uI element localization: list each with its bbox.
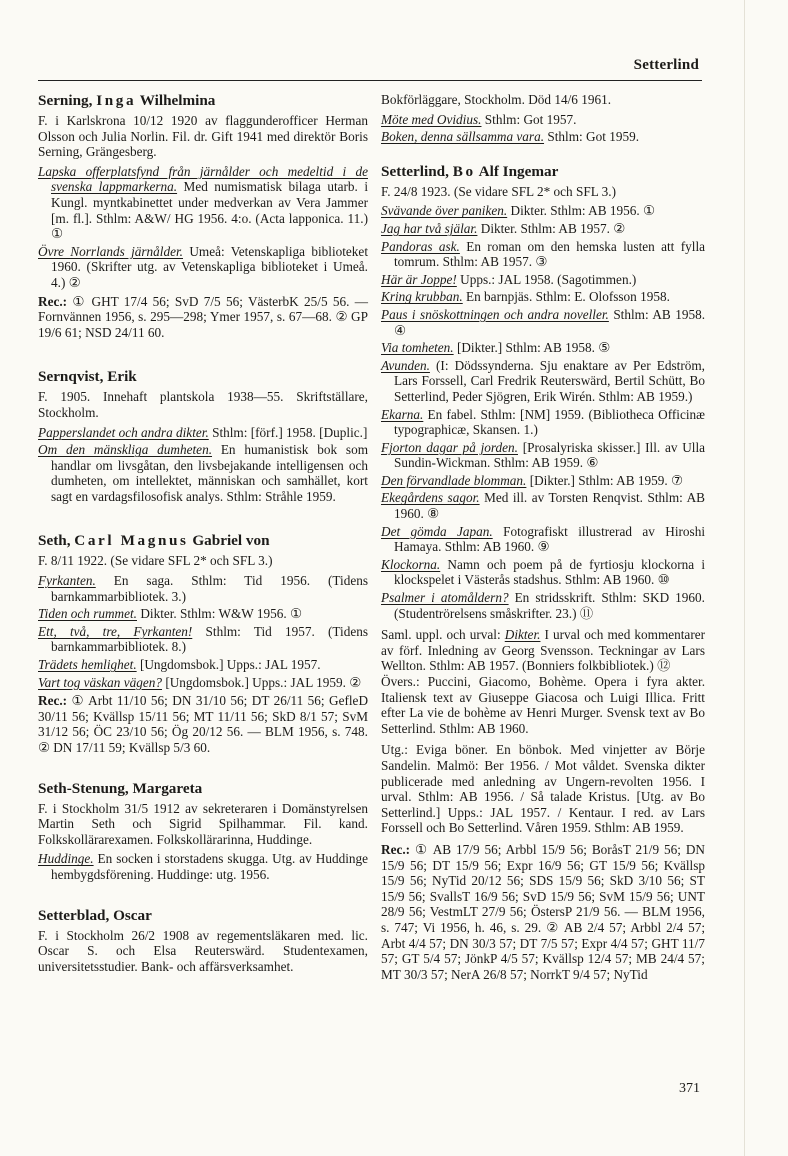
work-item: Psalmer i atomåldern? En stridsskrift. Sthlm: SKD 1960. (Studentrörelsens småskrifter. 23.) ⑪: [381, 590, 705, 621]
bio-text: F. i Karlskrona 10/12 1920 av flaggunderofficer Herman Olsson och Julia Norlin. Fil. dr. Gift 1941 med direktör Boris Serning, Grängesberg.: [38, 113, 368, 160]
entry-setterlind: [381, 163, 705, 983]
bio-text: F. i Stockholm 26/2 1908 av regementsläkaren med. lic. Oscar S. och Elsa Reuterswärd. Studentexamen, universitetsstudier. Bank- och affärsverksamhet.: [38, 927, 368, 974]
work-item: Fyrkanten. En saga. Sthlm: Tid 1956. (Tidens barnkammarbibliotek. 3.): [38, 573, 368, 604]
entry-heading: Seth-Stenung, Margareta: [38, 779, 203, 797]
reviews: Rec.: ① Arbt 11/10 56; DN 31/10 56; DT 26/11 56; GefleD 30/11 56; Kvällsp 15/11 56; MT 11/11 56; SkD 8/1 57; SvM 31/12 56; ÖC 23/10 56; Ög 20/12 56. — BLM 1956, s. 748. ② DN 17/11 59; Kvällsp 5/3 60.: [38, 693, 369, 755]
work-item: Vart tog väskan vägen? [Ungdomsbok.] Upps.: JAL 1959. ②: [38, 674, 362, 690]
bio-text: F. 8/11 1922. (Se vidare SFL 2* och SFL 3.): [38, 553, 273, 569]
left-column: [38, 92, 368, 995]
work-item: Paus i snöskottningen och andra noveller. Sthlm: AB 1958. ④: [381, 306, 706, 338]
collected-editions: Saml. uppl. och urval: Dikter. I urval och med kommentarer av förf. Inledning av Georg Svensson. Teckningar av Lars Wellton. Sthlm: AB 1957. (Bonniers folkbibliotek.) ⑫: [381, 627, 706, 674]
entry-heading: Setterlind, Bo Alf Ingemar: [381, 162, 559, 180]
work-item: Tiden och rummet. Dikter. Sthlm: W&W 1956. ①: [38, 606, 302, 622]
entry-setterblad-continued: [381, 92, 705, 145]
work-item: Klockorna. Namn och poem på de fyrtiosju klockorna i klockspelet i Västerås stadshus. Sthlm: AB 1960. ⑩: [381, 556, 705, 588]
work-item: Kring krubban. En barnpjäs. Sthlm: E. Olofsson 1958.: [381, 289, 670, 305]
work-item: Ekarna. En fabel. Sthlm: [NM] 1959. (Bibliotheca Officinæ typographicæ, Skansen. 1.): [381, 406, 706, 438]
entry-heading: Sernqvist, Erik: [38, 368, 137, 386]
work-item: Huddinge. En socken i storstadens skugga. Utg. av Huddinge hembygdsförening. Huddinge: utg. 1956.: [38, 851, 369, 882]
bio-text: F. 1905. Innehaft plantskola 1938—55. Skriftställare, Stockholm.: [38, 389, 368, 420]
bio-text: F. i Stockholm 31/5 1912 av sekreteraren i Domänstyrelsen Martin Seth och Sigrid Spilhammar. Fil. kand. Folkskollärarexamen. Folkskollärarinna, Huddinge.: [38, 800, 368, 847]
running-head: Setterlind: [633, 57, 699, 73]
entry-seth-stenung: [38, 780, 368, 883]
entry-heading: Serning, Inga Wilhelmina: [38, 92, 216, 109]
work-item: Här är Joppe! Upps.: JAL 1958. (Sagotimmen.): [381, 271, 637, 287]
work-item: Pandoras ask. En roman om den hemska lusten att fylla tomrum. Sthlm: AB 1957. ③: [381, 238, 706, 270]
bio-text: Bokförläggare, Stockholm. Död 14/6 1961.: [381, 92, 612, 107]
reviews: Rec.: ① AB 17/9 56; Arbbl 15/9 56; BoråsT 21/9 56; DN 15/9 56; DT 15/9 56; Expr 16/9 56; GT 15/9 56; Kvällsp 15/9 56; NyTid 20/12 56; SDS 15/9 56; SkD 3/10 56; ST 15/9 56; SvallsT 16/9 56; SvD 15/9 56; SvM 15/9 56; UNT 28/9 56; VestmLT 27/9 56; ÖstersP 21/9 56. — BLM 1956, s. 747; Vi 1956, h. 46, s. 29. ② AB 2/4 57; Arbbl 2/4 57; Arbt 4/4 57; DN 30/3 57; DT 7/5 57; Expr 4/4 57; GHT 11/7 57; GT 5/4 57; JönkP 4/5 57; Kvällsp 12/4 57; MB 24/4 57; MT 30/3 57; NerA 26/8 57; NorrkT 9/4 57; NyTid: [381, 841, 706, 982]
reviews: Rec.: ① GHT 17/4 56; SvD 7/5 56; VästerbK 25/5 56. — Fornvännen 1956, s. 295—298; Ymer 1957, s. 67—68. ② GP 19/6 61; NSD 24/11 60.: [38, 293, 368, 340]
work-item: Boken, denna sällsamma vara. Sthlm: Got 1959.: [381, 129, 640, 145]
entry-heading: Setterblad, Oscar: [38, 906, 152, 924]
page-edge-line: [744, 0, 745, 1156]
translations: Övers.: Puccini, Giacomo, Bohème. Opera i fyra akter. Italiensk text av Giuseppe Giacosa och Luigi Illica. Fritt efter La vie de bohème av Henri Murger. Svensk text av Bo Setterlind. Sthlm: AB 1960.: [381, 674, 705, 736]
work-item: Fjorton dagar på jorden. [Prosalyriska skisser.] Ill. av Ulla Sundin-Wickman. Sthlm: AB 1959. ⑥: [381, 439, 706, 471]
work-item: Det gömda Japan. Fotografiskt illustrerad av Hiroshi Hamaya. Sthlm: AB 1960. ⑨: [381, 523, 705, 555]
work-item: Via tomheten. [Dikter.] Sthlm: AB 1958. ⑤: [381, 340, 611, 356]
right-column: [381, 92, 705, 1003]
work-item: Ekegårdens sagor. Med ill. av Torsten Renqvist. Sthlm: AB 1960. ⑧: [381, 490, 705, 522]
work-item: Avunden. (I: Dödssynderna. Sju enaktare av Per Edström, Lars Forssell, Carl Fredrik Reuterswärd, Bertil Schütt, Bo Setterlind, Peder Sjögren, Erik Wirén. Sthlm: AB 1959.): [381, 357, 705, 404]
work-item: Jag har två själar. Dikter. Sthlm: AB 1957. ②: [381, 220, 626, 236]
work-item: Trädets hemlighet. [Ungdomsbok.] Upps.: JAL 1957.: [38, 657, 321, 673]
work-item: Möte med Ovidius. Sthlm: Got 1957.: [381, 111, 577, 127]
page-number: 371: [679, 1081, 700, 1096]
work-item: Om den mänskliga dumheten. En humanistisk bok som handlar om livsgåtan, den livsbejakande intelligensen och dumheten, om intellektet, människan och samhället, kort sagt en vardagsfilosofisk analys. Sthlm: Stråhle 1959.: [38, 442, 369, 504]
entry-seth: [38, 532, 368, 755]
entry-sernqvist: [38, 368, 368, 504]
entry-setterblad: [38, 907, 368, 975]
work-item: Papperslandet och andra dikter. Sthlm: [förf.] 1958. [Duplic.]: [38, 424, 368, 440]
entry-heading: Seth, Carl Magnus Gabriel von: [38, 532, 270, 550]
work-item: Den förvandlade blomman. [Dikter.] Sthlm: AB 1959. ⑦: [381, 472, 683, 488]
editions: Utg.: Eviga böner. En bönbok. Med vinjetter av Börje Sandelin. Malmö: Ber 1956. / Mot våldet. Svenska dikter publicerade med anledning av Ungern-revolten 1956. I urval. Sthlm: AB 1956. / Så talade Kristus. [Utg. av Bo Setterlind.] Upps.: JAL 1957. / Kentaur. I red. av Lars Forssell och Bo Setterlind. Våren 1959. Sthlm: AB 1959.: [381, 742, 705, 836]
bio-text: F. 24/8 1923. (Se vidare SFL 2* och SFL 3.): [381, 183, 616, 199]
work-item: Övre Norrlands järnålder. Umeå: Vetenskapliga biblioteket 1960. (Skrifter utg. av Vetenskapliga biblioteket i Umeå. 4.) ②: [38, 243, 368, 290]
work-item: Ett, två, tre, Fyrkanten! Sthlm: Tid 1957. (Tidens barnkammarbibliotek. 8.): [38, 623, 368, 655]
work-item: Lapska offerplatsfynd från järnålder och medeltid i de svenska lappmarkerna. Med numismatisk bilaga utarb. i Kungl. myntkabinettet under medverkan av Vera Jammer [m. fl.]. Sthlm: A&W/ HG 1956. 4:o. (Acta lapponica. 11.) ①: [38, 163, 369, 242]
header-rule: [38, 80, 702, 81]
work-item: Svävande över paniken. Dikter. Sthlm: AB 1956. ①: [381, 203, 655, 219]
entry-serning: [38, 92, 368, 340]
